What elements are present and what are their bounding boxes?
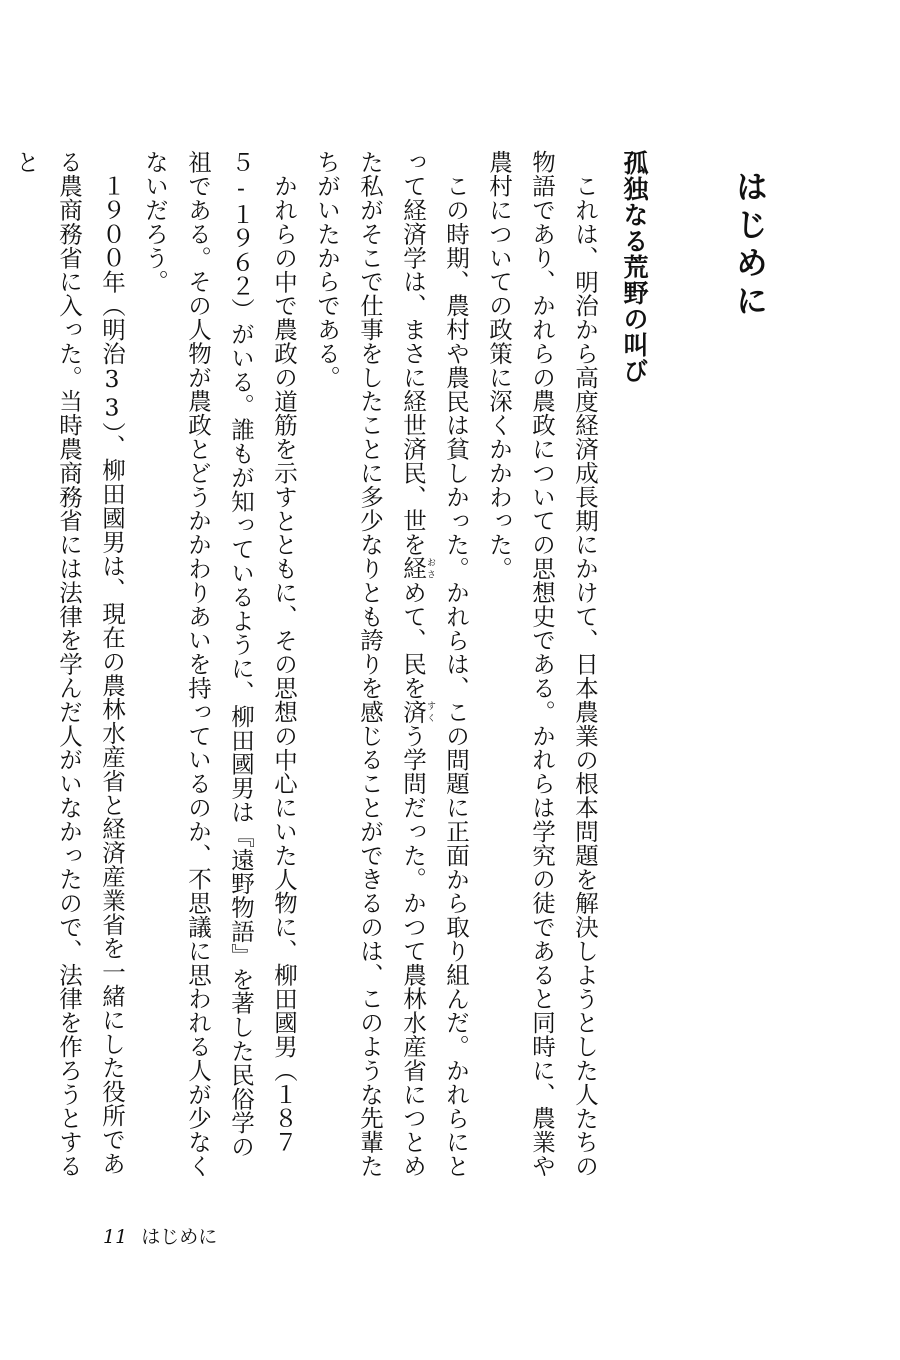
- paragraph-2: この時期、農村や農民は貧しかった。かれらは、この問題に正面から取り組んだ。かれらにとって経済学は、まさに経世済民、世を経おさめて、民を済すくう学問だった。かつて農林水産省につとめた私がそこで仕事をしたことに多少なりとも誇りを感じることができるのは、このような先輩たちがいたからである。: [313, 150, 470, 1178]
- body-text: [6, 150, 606, 1180]
- paragraph-3: かれらの中で農政の道筋を示すとともに、その思想の中心にいた人物に、柳田國男（１８７５-１９６２）がいる。誰もが知っているように、柳田國男は『遠野物語』を著した民俗学の祖である。その人物が農政とどうかかわりあいを持っているのか、不思議に思われる人が少なくないだろう。: [141, 150, 298, 1178]
- paragraph-1: これは、明治から高度経済成長期にかけて、日本農業の根本問題を解決しようとした人たちの物語であり、かれらの農政についての思想史である。かれらは学究の徒であると同時に、農業や農村についての政策に深くかかわった。: [485, 150, 599, 1178]
- page-number: 11: [103, 1226, 128, 1248]
- running-head: はじめに: [141, 1226, 218, 1248]
- paragraph-4: １９００年（明治33）、柳田國男は、現在の農林水産省と経済産業省を一緒にした役所である農商務省に入った。当時農商務省には法律を学んだ人がいなかったので、法律を作ろうとすると: [12, 150, 126, 1178]
- page-footer: [103, 1222, 217, 1249]
- ruby-osa: おさ: [425, 556, 435, 581]
- chapter-title: はじめに: [731, 170, 769, 322]
- ruby-suku: すく: [425, 699, 435, 724]
- section-title: 孤独なる荒野の叫び: [620, 150, 649, 384]
